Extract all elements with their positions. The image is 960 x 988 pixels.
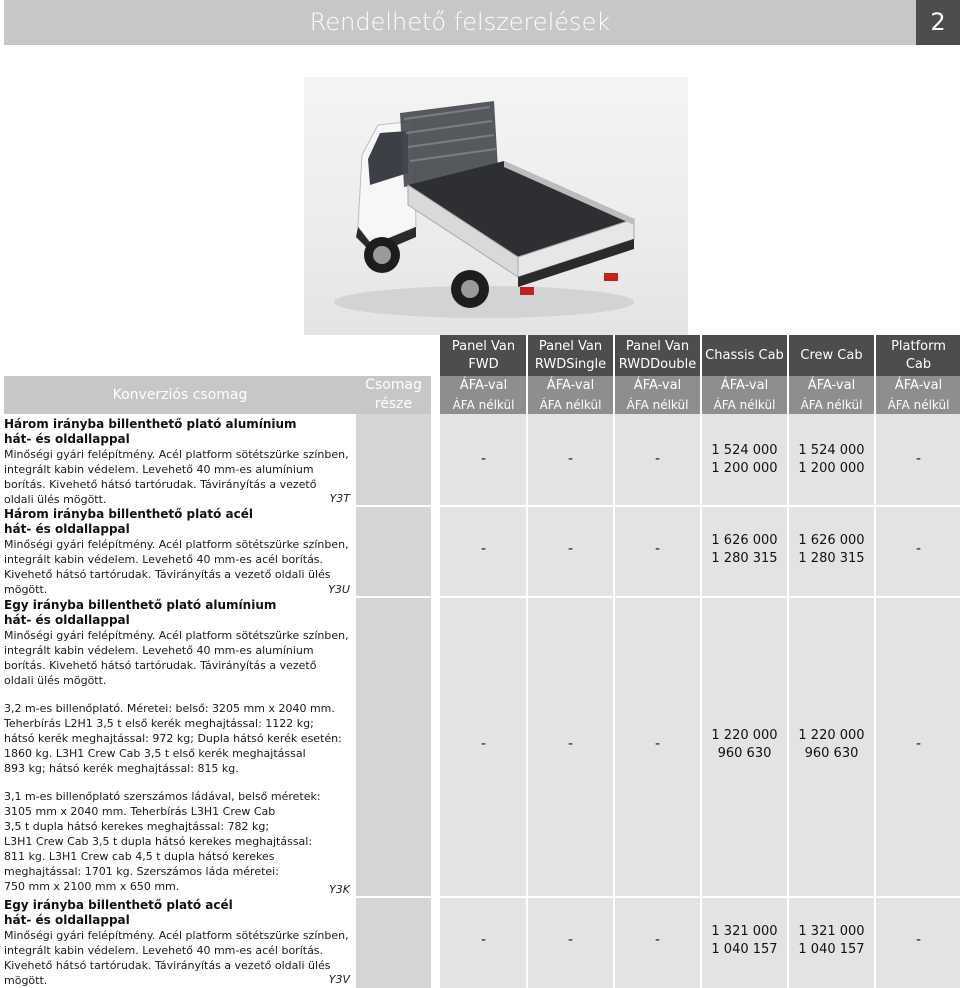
not-available-dash: - (480, 451, 487, 467)
price-cell (701, 442, 788, 478)
vat-header (527, 376, 614, 414)
price-cell (788, 442, 875, 478)
not-available-dash: - (654, 736, 661, 752)
col-name-sub: RWDSingle (534, 356, 607, 372)
description-line: Minőségi gyári felépítmény. Acél platform sötétszürke színben, (4, 929, 349, 942)
description-line: 893 kg; hátsó kerék meghajtással: 815 kg. (4, 762, 239, 775)
option-title: Három irányba billenthető plató alumínium (4, 417, 297, 431)
csomag-label-line1: Csomag (365, 377, 422, 393)
csomag-resze-header (356, 376, 431, 414)
vat-header (788, 376, 875, 414)
option-title-sub: hát- és oldallappal (4, 522, 130, 536)
spacer (4, 776, 349, 789)
description-line: meghajtással: 1701 kg. Szerszámos láda méretei: (4, 865, 279, 878)
novat-label: ÁFA nélkül (452, 398, 515, 412)
not-available-dash: - (654, 541, 661, 557)
description-line: Minőségi gyári felépítmény. Acél platform sötétszürke színben, (4, 538, 349, 551)
konverzios-csomag-header: Konverziós csomag (112, 387, 248, 403)
price-cell (788, 532, 875, 568)
not-available-dash: - (915, 736, 922, 752)
vat-header (701, 376, 788, 414)
option-description-y3k (4, 598, 349, 894)
row-divider (356, 596, 960, 598)
description-line: integrált kabin védelem. Levehető 40 mm-es acél borítás. (4, 553, 324, 566)
description-line: oldali ülés mögött. (4, 493, 107, 506)
col-header-panel-van-rwddouble (614, 335, 701, 376)
price-with-vat: 1 626 000 (798, 533, 865, 548)
csomag-label-line2: része (374, 396, 413, 412)
col-name: Panel Van (538, 338, 603, 354)
not-available-dash: - (567, 541, 574, 557)
price-with-vat: 1 321 000 (798, 924, 865, 939)
price-without-vat: 1 040 157 (711, 942, 778, 957)
price-without-vat: 1 040 157 (798, 942, 865, 957)
col-name: Panel Van (451, 338, 516, 354)
description-line: 811 kg. L3H1 Crew cab 4,5 t dupla hátsó kerekes (4, 850, 275, 863)
truck-illustration (304, 77, 688, 335)
col-name: Platform (891, 338, 946, 354)
novat-label: ÁFA nélkül (713, 398, 776, 412)
price-cell (788, 727, 875, 763)
option-title-sub: hát- és oldallappal (4, 913, 130, 927)
not-available-dash: - (915, 451, 922, 467)
page-title: Rendelhető felszerelések (309, 8, 611, 36)
page-header (4, 0, 916, 45)
vat-header (875, 376, 960, 414)
description-line: integrált kabin védelem. Levehető 40 mm-es acél borítás. (4, 944, 324, 957)
price-without-vat: 1 200 000 (711, 461, 778, 476)
vat-label: ÁFA-val (894, 378, 943, 393)
price-with-vat: 1 220 000 (711, 728, 778, 743)
row-divider (356, 505, 960, 507)
col-name: Panel Van (625, 338, 690, 354)
description-line: integrált kabin védelem. Levehető 40 mm-es alumínium (4, 463, 314, 476)
description-line: borítás. Kivehető hátsó tartórudak. Távirányítás a vezető (4, 659, 317, 672)
col-name-sub: RWDDouble (618, 356, 697, 372)
option-title: Egy irányba billenthető plató acél (4, 898, 233, 912)
price-with-vat: 1 321 000 (711, 924, 778, 939)
vat-label: ÁFA-val (807, 378, 856, 393)
col-header-panel-van-rwdsingle (527, 335, 614, 376)
price-without-vat: 960 630 (804, 746, 859, 761)
description-line: 3,1 m-es billenőplató szerszámos ládával, belső méretek: (4, 790, 321, 803)
column-divider (700, 335, 702, 988)
description-line: integrált kabin védelem. Levehető 40 mm-es alumínium (4, 644, 314, 657)
description-line: 1860 kg. L3H1 Crew Cab 3,5 t első kerék meghajtással (4, 747, 306, 760)
price-cell (701, 727, 788, 763)
tipper-truck-image (304, 77, 688, 335)
col-header-platform-cab (875, 335, 960, 376)
description-line: 750 mm x 2100 mm x 650 mm. (4, 880, 180, 893)
col-header-crew-cab: Crew Cab (800, 348, 863, 363)
description-line: Kivehető hátsó tartórudak. Távirányítás a vezető oldali ülés (4, 568, 331, 581)
col-name-sub: Cab (905, 356, 932, 372)
description-line: mögött. (4, 583, 48, 596)
package-code: Y3K (329, 883, 350, 896)
column-divider (787, 335, 789, 988)
not-available-dash: - (480, 736, 487, 752)
not-available-dash: - (915, 541, 922, 557)
vat-label: ÁFA-val (720, 378, 769, 393)
price-cell (701, 532, 788, 568)
description-line: mögött. (4, 974, 48, 987)
description-line: Teherbírás L2H1 3,5 t első kerék meghajtással: 1122 kg; (4, 717, 314, 730)
package-code: Y3V (328, 973, 350, 986)
vat-label: ÁFA-val (459, 378, 508, 393)
price-without-vat: 1 200 000 (798, 461, 865, 476)
price-with-vat: 1 524 000 (798, 443, 865, 458)
vat-label: ÁFA-val (633, 378, 682, 393)
description-line: hátsó kerék meghajtással: 972 kg; Dupla hátsó kerék esetén: (4, 732, 342, 745)
column-divider (874, 335, 876, 988)
novat-label: ÁFA nélkül (539, 398, 602, 412)
package-code: Y3T (329, 492, 350, 505)
description-line: Minőségi gyári felépítmény. Acél platform sötétszürke színben, (4, 448, 349, 461)
option-title-sub: hát- és oldallappal (4, 613, 130, 627)
col-header-chassis-cab: Chassis Cab (705, 348, 784, 363)
vat-header (440, 376, 527, 414)
not-available-dash: - (567, 451, 574, 467)
vat-label: ÁFA-val (546, 378, 595, 393)
option-title: Egy irányba billenthető plató alumínium (4, 598, 277, 612)
spacer (4, 688, 349, 701)
price-with-vat: 1 524 000 (711, 443, 778, 458)
novat-label: ÁFA nélkül (626, 398, 689, 412)
col-header-panel-van-fwd (440, 335, 527, 376)
description-line: Kivehető hátsó tartórudak. Távirányítás a vezető oldali ülés (4, 959, 331, 972)
page-number: 2 (916, 0, 960, 45)
not-available-dash: - (567, 736, 574, 752)
not-available-dash: - (480, 541, 487, 557)
price-cell (788, 923, 875, 959)
price-cell (701, 923, 788, 959)
option-title-sub: hát- és oldallappal (4, 432, 130, 446)
description-line: L3H1 Crew Cab 3,5 t dupla hátsó kerekes meghajtással: (4, 835, 313, 848)
description-line: borítás. Kivehető hátsó tartórudak. Távirányítás a vezető (4, 478, 317, 491)
description-line: 3105 mm x 2040 mm. Teherbírás L3H1 Crew Cab (4, 805, 276, 818)
option-title: Három irányba billenthető plató acél (4, 507, 253, 521)
description-line: 3,2 m-es billenőplató. Méretei: belső: 3205 mm x 2040 mm. (4, 702, 335, 715)
description-line: 3,5 t dupla hátsó kerekes meghajtással: 782 kg; (4, 820, 270, 833)
not-available-dash: - (654, 451, 661, 467)
row-divider (356, 896, 960, 898)
description-line: Minőségi gyári felépítmény. Acél platform sötétszürke színben, (4, 629, 349, 642)
col-name-sub: FWD (468, 356, 499, 372)
price-with-vat: 1 220 000 (798, 728, 865, 743)
not-available-dash: - (915, 932, 922, 948)
column-divider (526, 335, 528, 988)
package-code: Y3U (328, 583, 350, 596)
novat-label: ÁFA nélkül (800, 398, 863, 412)
price-without-vat: 960 630 (717, 746, 772, 761)
not-available-dash: - (480, 932, 487, 948)
price-with-vat: 1 626 000 (711, 533, 778, 548)
novat-label: ÁFA nélkül (887, 398, 950, 412)
vat-header (614, 376, 701, 414)
not-available-dash: - (567, 932, 574, 948)
not-available-dash: - (654, 932, 661, 948)
price-without-vat: 1 280 315 (711, 551, 778, 566)
column-divider (613, 335, 615, 988)
price-without-vat: 1 280 315 (798, 551, 865, 566)
description-line: oldali ülés mögött. (4, 674, 107, 687)
